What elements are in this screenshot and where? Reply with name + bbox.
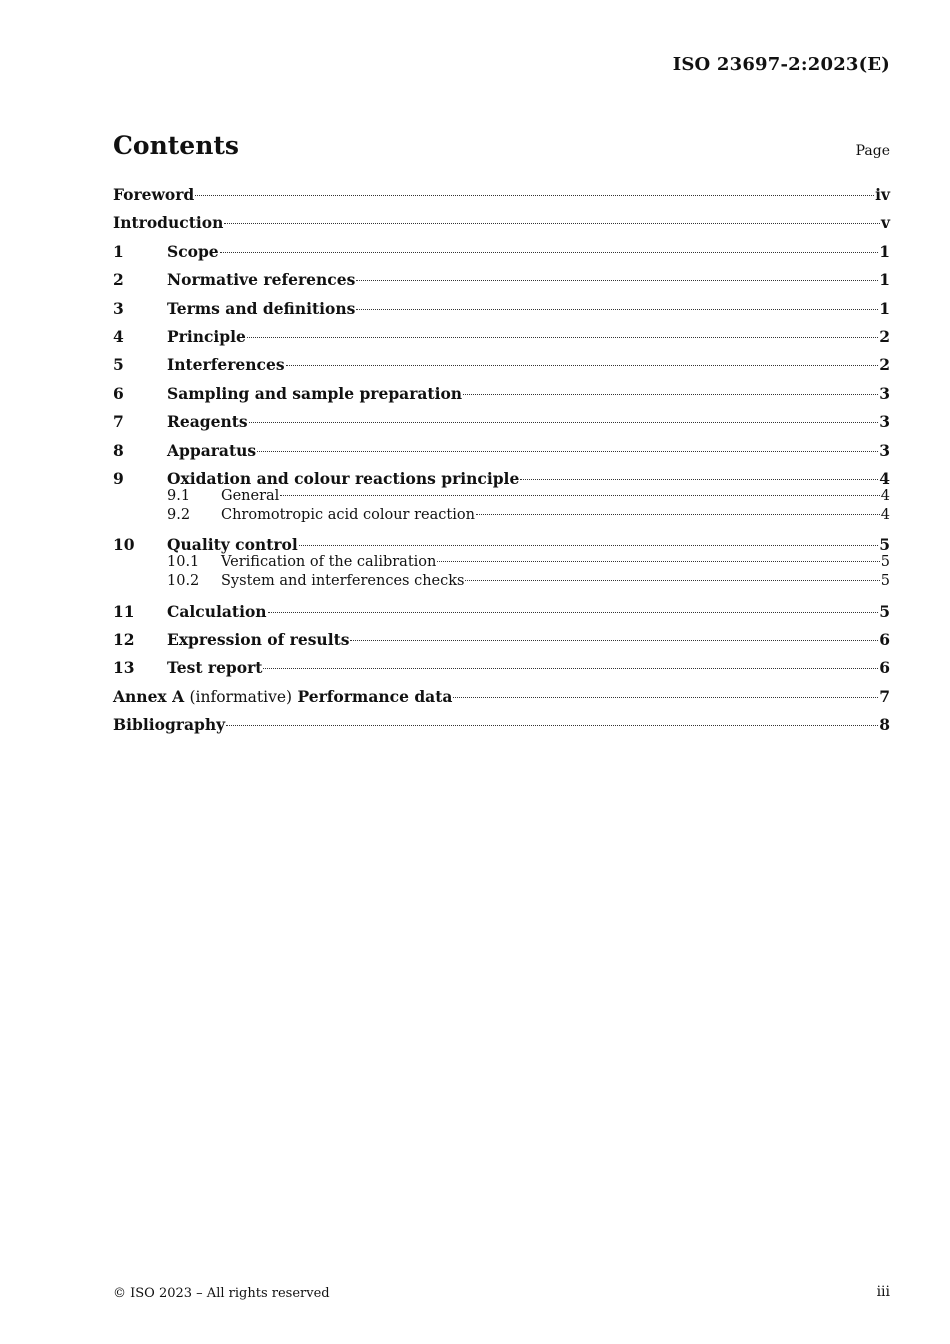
footer-copyright: © ISO 2023 – All rights reserved xyxy=(113,1286,330,1301)
toc-subentry-page: 5 xyxy=(880,554,890,571)
toc-subentry-number: 9.1 xyxy=(167,487,191,504)
toc-entry-number: 3 xyxy=(113,298,124,318)
toc-entry[interactable] xyxy=(113,185,890,204)
toc-entry-title: Expression of results xyxy=(167,630,350,650)
toc-subentry-number: 10.1 xyxy=(167,554,200,571)
toc-subentry-number: 10.2 xyxy=(167,573,200,590)
toc-entry-page: 3 xyxy=(879,440,890,460)
toc-entry-number: 11 xyxy=(113,601,135,621)
toc-entry-number: 12 xyxy=(113,630,135,650)
dot-leader xyxy=(224,223,880,224)
toc-subentry[interactable] xyxy=(113,488,890,507)
toc-entry-page: 5 xyxy=(879,601,890,621)
dot-leader xyxy=(463,394,878,395)
dot-leader xyxy=(226,725,878,726)
toc-entry-title: Introduction xyxy=(113,213,224,233)
toc-entry-page: 2 xyxy=(879,326,890,346)
toc-entry[interactable] xyxy=(113,270,890,289)
toc-entry-title: Reagents xyxy=(167,412,248,432)
toc-entry[interactable] xyxy=(113,327,890,346)
annex-type: (informative) xyxy=(189,687,293,706)
dot-leader xyxy=(263,668,878,669)
toc-entry-number: 5 xyxy=(113,355,124,375)
toc-entry[interactable] xyxy=(113,384,890,403)
toc-entry-title: Sampling and sample preparation xyxy=(167,383,463,403)
dot-leader xyxy=(195,195,874,196)
toc-entry-title: Quality control xyxy=(167,535,298,555)
toc-entry-title: Calculation xyxy=(167,601,267,621)
toc-entry[interactable] xyxy=(113,412,890,431)
dot-leader xyxy=(356,309,878,310)
annex-title: Performance data xyxy=(297,686,453,706)
table-of-contents xyxy=(113,185,890,744)
toc-entry-title: Normative references xyxy=(167,270,356,290)
dot-leader xyxy=(356,280,878,281)
toc-subentry-title: Chromotropic acid colour reaction xyxy=(221,506,475,523)
toc-subentry-page: 4 xyxy=(880,506,890,523)
document-id: ISO 23697-2:2023(E) xyxy=(672,54,890,75)
contents-title: Contents xyxy=(113,131,240,160)
toc-subentry-number: 9.2 xyxy=(167,506,191,523)
toc-subentry-title: General xyxy=(221,487,280,504)
dot-leader xyxy=(465,580,879,581)
toc-entry-title: Terms and definitions xyxy=(167,298,356,318)
toc-entry-number: 2 xyxy=(113,270,124,290)
footer-page-number: iii xyxy=(876,1284,890,1300)
toc-entry-page: 1 xyxy=(879,270,890,290)
toc-entry-page: iv xyxy=(875,185,890,204)
dot-leader xyxy=(280,495,879,496)
toc-subentry[interactable] xyxy=(113,554,890,573)
toc-entry-title xyxy=(113,687,452,706)
toc-entry-number: 10 xyxy=(113,535,135,555)
toc-entry[interactable] xyxy=(113,658,890,677)
toc-entry-page: 6 xyxy=(879,630,890,650)
toc-entry-page: 5 xyxy=(879,535,890,555)
dot-leader xyxy=(268,612,879,613)
toc-subentry-page: 4 xyxy=(880,487,890,504)
toc-entry-page: 1 xyxy=(879,298,890,318)
toc-entry[interactable] xyxy=(113,469,890,488)
toc-entry-number: 7 xyxy=(113,412,124,432)
dot-leader xyxy=(476,514,880,515)
dot-leader xyxy=(257,451,878,452)
toc-entry[interactable] xyxy=(113,213,890,232)
dot-leader xyxy=(247,337,878,338)
dot-leader xyxy=(437,561,879,562)
dot-leader xyxy=(220,252,879,253)
toc-subentry-title: Verification of the calibration xyxy=(221,554,437,571)
toc-entry-title: Test report xyxy=(167,658,263,678)
toc-entry[interactable] xyxy=(113,355,890,374)
toc-entry-title: Scope xyxy=(167,241,219,261)
page-column-label: Page xyxy=(855,143,890,159)
toc-entry[interactable] xyxy=(113,441,890,460)
toc-subentry-page: 5 xyxy=(880,573,890,590)
toc-entry-title: Apparatus xyxy=(167,440,257,460)
toc-subentry[interactable] xyxy=(113,573,890,592)
toc-entry[interactable] xyxy=(113,299,890,318)
toc-entry-title: Principle xyxy=(167,326,246,346)
toc-entry[interactable] xyxy=(113,630,890,649)
toc-entry-title: Foreword xyxy=(113,185,195,204)
dot-leader xyxy=(286,365,879,366)
toc-entry[interactable] xyxy=(113,535,890,554)
toc-entry-number: 13 xyxy=(113,658,135,678)
toc-entry-title: Oxidation and colour reactions principle xyxy=(167,468,520,488)
toc-entry-page: v xyxy=(880,213,890,233)
toc-entry[interactable] xyxy=(113,687,890,706)
toc-subentry[interactable] xyxy=(113,507,890,526)
toc-entry-title: Interferences xyxy=(167,355,285,375)
annex-label: Annex A xyxy=(113,686,185,706)
dot-leader xyxy=(520,479,878,480)
toc-entry-number: 1 xyxy=(113,241,124,261)
toc-entry-page: 8 xyxy=(879,715,890,735)
dot-leader xyxy=(350,640,878,641)
toc-entry[interactable] xyxy=(113,602,890,621)
toc-entry-number: 6 xyxy=(113,383,124,403)
dot-leader xyxy=(299,545,878,546)
toc-entry-page: 6 xyxy=(879,658,890,678)
toc-entry-number: 4 xyxy=(113,326,124,346)
toc-entry-page: 7 xyxy=(879,686,890,706)
toc-entry[interactable] xyxy=(113,715,890,734)
toc-entry[interactable] xyxy=(113,242,890,261)
toc-entry-page: 1 xyxy=(879,241,890,261)
toc-entry-number: 9 xyxy=(113,468,124,488)
dot-leader xyxy=(249,422,879,423)
toc-entry-page: 3 xyxy=(879,412,890,432)
toc-entry-page: 2 xyxy=(879,355,890,375)
dot-leader xyxy=(453,697,878,698)
toc-subentry-title: System and interferences checks xyxy=(221,573,465,590)
toc-entry-page: 3 xyxy=(879,383,890,403)
toc-entry-title: Bibliography xyxy=(113,715,226,735)
toc-entry-page: 4 xyxy=(879,468,890,488)
toc-entry-number: 8 xyxy=(113,440,124,460)
